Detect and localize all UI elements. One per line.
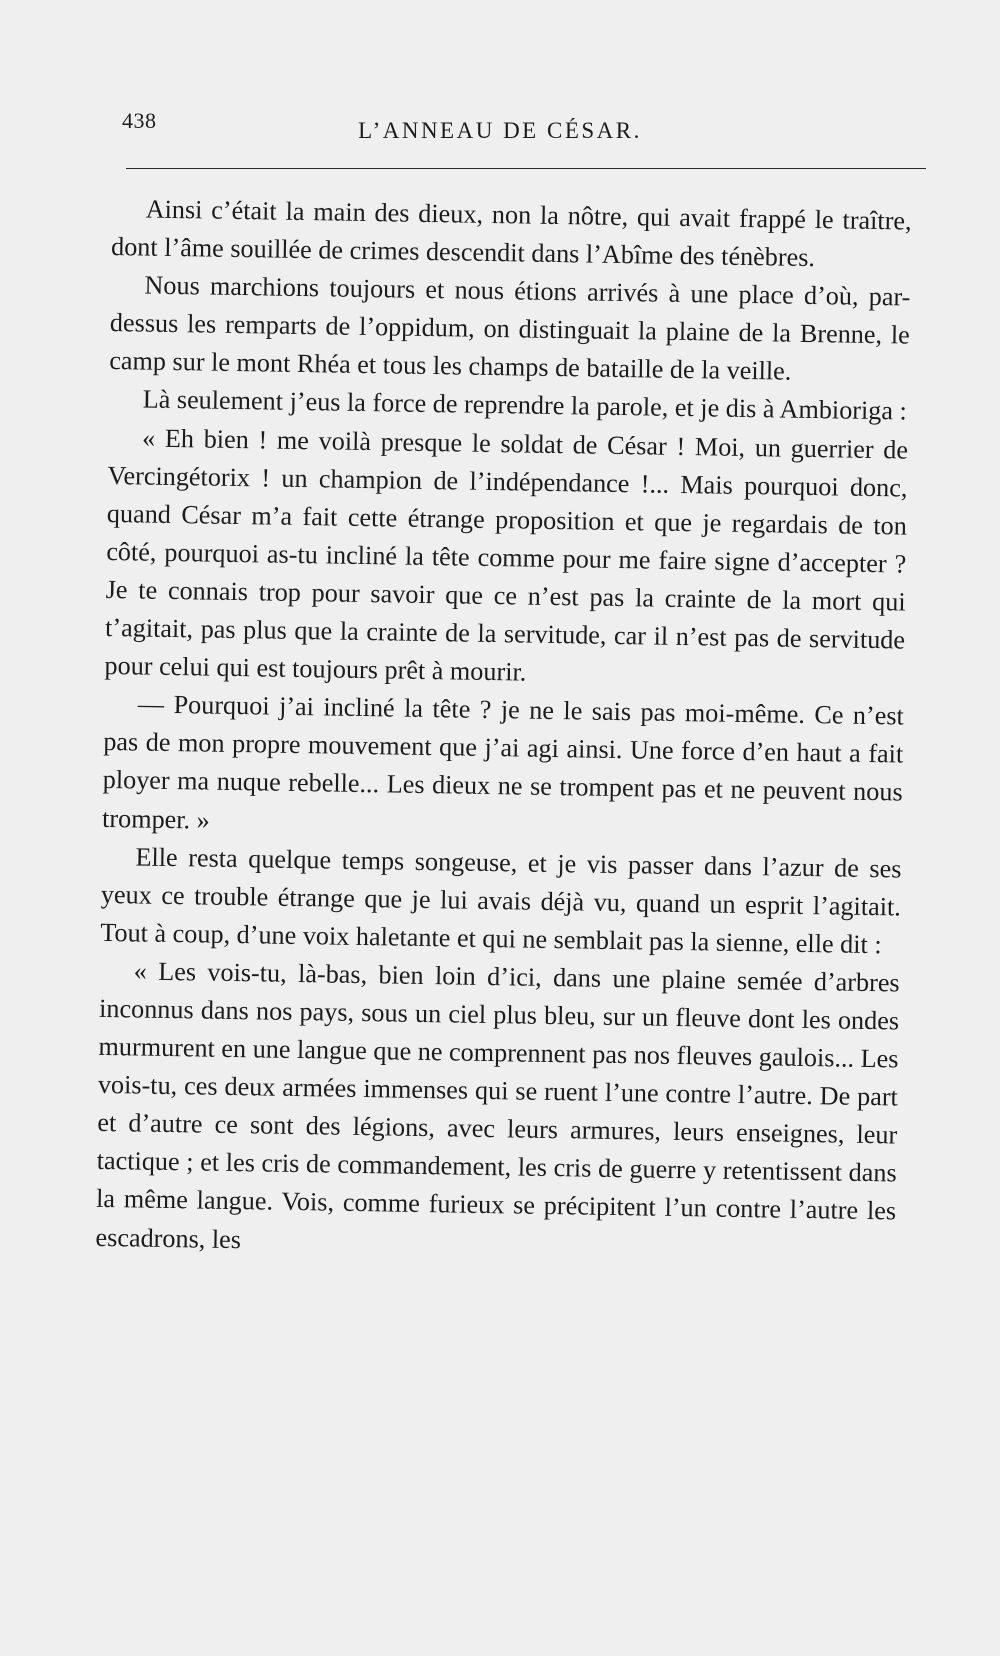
paragraph-5: — Pourquoi j’ai incliné la tête ? je ne le sais pas moi-même. Ce n’est pas de mon propre mouvement que j’ai agi ainsi. Une force d’en haut a fait ployer ma nuque rebelle... Les dieux ne se trompent pas et ne peuvent nous tromper. » xyxy=(101,689,905,835)
paragraph-1: Ainsi c’était la main des dieux, non la nôtre, qui avait frappé le traître, dont l’âme souillée de crimes descendit dans l’Abîme des ténèbres. xyxy=(110,194,912,273)
paragraph-6: Elle resta quelque temps songeuse, et je vis passer dans l’azur de ses yeux ce trouble étrange que je lui avais déjà vu, quand un esprit l’agitait. Tout à coup, d’une voix haletante et qui ne semblait pas la sienne, elle dit : xyxy=(100,842,902,959)
running-title: L’ANNEAU DE CÉSAR. xyxy=(358,118,642,143)
header-rule xyxy=(126,168,926,169)
paragraph-3: Là seulement j’eus la force de reprendre la parole, et je dis à Ambioriga : xyxy=(142,384,908,426)
paragraph-4: « Eh bien ! me voilà presque le soldat de César ! Moi, un guerrier de Vercingétorix ! un champion de l’indépendance !... Mais pourquoi donc, quand César m’a fait cette étrange proposition et que je regardais de ton côté, pourquoi as-tu incliné la tête comme pour me faire signe d’accepter ? Je te connais trop pour savoir que ce n’est pas la crainte de la mort qui t’agitait, pas plus que la crainte de la servitude, car il n’est pas de servitude pour celui qui est toujours prêt à mourir. xyxy=(104,423,909,687)
body-text xyxy=(95,190,912,1269)
page-number: 438 xyxy=(122,108,157,133)
paragraph-7: « Les vois-tu, là-bas, bien loin d’ici, dans une plaine semée d’arbres inconnus dans nos pays, sous un ciel plus bleu, sur un fleuve dont les ondes murmurent en une langue que ne comprennent pas nos fleuves gaulois... Les vois-tu, ces deux armées immenses qui se ruent l’une contre l’autre. De part et d’autre ce sont des légions, avec leurs armures, leurs enseignes, leur tactique ; et les cris de commandement, les cris de guerre y retentissent dans la même langue. Vois, comme furieux se précipitent l’un contre l’autre les escadrons, les xyxy=(95,956,900,1254)
paragraph-2: Nous marchions toujours et nous étions arrivés à une place d’où, par-dessus les remparts de l’oppidum, on distinguait la plaine de la Brenne, le camp sur le mont Rhéa et tous les champs de bataille de la veille. xyxy=(109,270,911,387)
